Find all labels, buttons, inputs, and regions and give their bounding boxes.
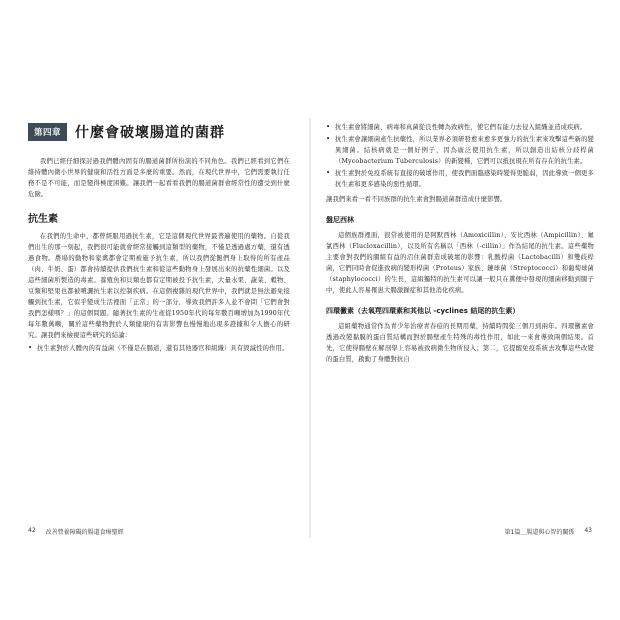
chapter-header <box>28 122 290 142</box>
left-footer <box>28 527 124 536</box>
section-heading-tetracycline: 四環黴素（去氧羥四環素和其他以 -cyclines 結尾的抗生素） <box>326 307 520 315</box>
left-column <box>28 122 290 358</box>
tetracycline-paragraph: 這組藥物通常作為青少年治療青春痘的長期用藥，持續時間從三個月到兩年。四環黴素會透過改變黏膜的蛋白質結構而對於腸壁產生特殊的毒性作用，如此一來會導致兩個結果。首先，它使得腸壁在解剖學上容易被致病微生物所侵入；第二，它提醒免疫系統去攻擊這些改變的蛋白質，啟動了身體對抗自 <box>326 323 594 363</box>
antibiotics-paragraph: 在我們的生命中，都曾經服用過抗生素，它是這個現代世界最普遍使用的藥物。自從我們出生的那一刻起，我們很可能就會經常接觸到這類型的藥物，不僅是透過處方藥，還有透過食物。農場的動物和家禽都會定期被施予抗生素，所以我們從飽們身上取得的所有產品（肉、牛奶、蛋）都會持續提供我們抗生素和從這些動物身上發展出來的抗藥性細菌。以及這些細菌所製造的毒素。養殖魚和貝類也都有定期被投予抗生素，大量水果、蔬菜、穀物、豆類和堅果也都被噴灑抗生素以控制疾病。在這個複雜的現代世界中，我們就是無法避免接觸到抗生素，它似乎變成生活裡面「正常」的一部分，導致我們許多人並不會問「它們會對我們怎樣嗎？」的這個問題。隨著抗生素的生產從1950年代的每年數百噸增加為1990年代每年數萬噸，關於這些藥物對於人類健康的有害影響也慢慢地出現多證據和令人擔心的研究。讓我們來檢視這些研究的結論： <box>28 233 290 339</box>
section-heading-penicillin: 盤尼西林 <box>326 216 354 224</box>
page-number-right: 43 <box>584 527 592 534</box>
running-section: 第1篇＿腸道與心智的關係 <box>504 529 575 536</box>
right-bullet-list <box>326 122 594 190</box>
bullet-item: • 抗生素會將細菌、病毒和真菌從良性轉為致病性，使它們有能力去侵入組織並造成疾病。 <box>326 122 594 133</box>
chapter-title: 什麼會破壞腸道的菌群 <box>75 125 226 141</box>
right-column <box>326 122 594 367</box>
bullet-item: • 抗生素對於人體內的有益菌（不僅是在腸道，還有其他器官和組織）具有毀滅性的作用。 <box>28 343 290 354</box>
right-footer <box>505 527 592 536</box>
bullet-item: • 抗生素會讓細菌產生抗藥性，所以業界必須研發愈來愈多更強力的抗生素來攻擊這些新的變異細菌。結核病就是一個好例子，因為廣泛使用抗生素，所以創造出結核分歧桿菌（Mycobacterium Tuberculosis）的新變種，它們可以抵抗現在所有存在的抗生素。 <box>326 134 594 167</box>
right-page <box>310 0 620 620</box>
chapter-label: 第四章 <box>28 123 67 141</box>
intro-paragraph: 我們已經仔細探討過我們體內固有的腸道菌群所扮演的不同角色。我們已經看到它們在維持體內微小世界的健康和活性方面是多麼的重要。然而，在現代世界中，它們需要執行任務不是不可能，而是變得極度困難。讓我們一起看看我們的腸道菌群會經常性的遭受到什麼危險。 <box>28 158 290 198</box>
running-title: 改善營養障礙的腸道食療聖經 <box>45 529 124 536</box>
penicillin-paragraph: 這個族群裡面，很常被使用的是阿默西林（Amoxicillin）、安比西林（Ampicillin）、氟氯西林（Flucloxacillin），以及所有名稱以「西林（-cillin）」作為結尾的抗生素。這些藥物主要會對我們的腸組有益的沼住菌群造成破壞的影響：乳酸桿菌（Lactobacilli）和雙歧桿菌，它們同時會促進致病的變形桿菌（Proteus）家族、鏈球菌（Streptococci）和葡萄球菌（staphylococci）的生長，這組獨特的抗生素可以讓一般只在糞便中發現的細菌移動到腸子中，使此人容易罹患大腸激躁症和其他消化疾病。 <box>326 232 594 294</box>
left-bullet-list <box>28 343 290 354</box>
section-heading-antibiotics: 抗生素 <box>28 214 58 225</box>
page-number-left: 42 <box>28 527 36 534</box>
transition-paragraph: 讓我們來看一看不同族群的抗生素會對腸道菌群造成什麼影響。 <box>326 196 507 203</box>
bullet-item: • 抗生素對於免疫系統有直接的破壞作用，使我們面臨感染時變得更脆弱，因此導致一個更多抗生素和更多感染的惡性循環。 <box>326 168 594 190</box>
